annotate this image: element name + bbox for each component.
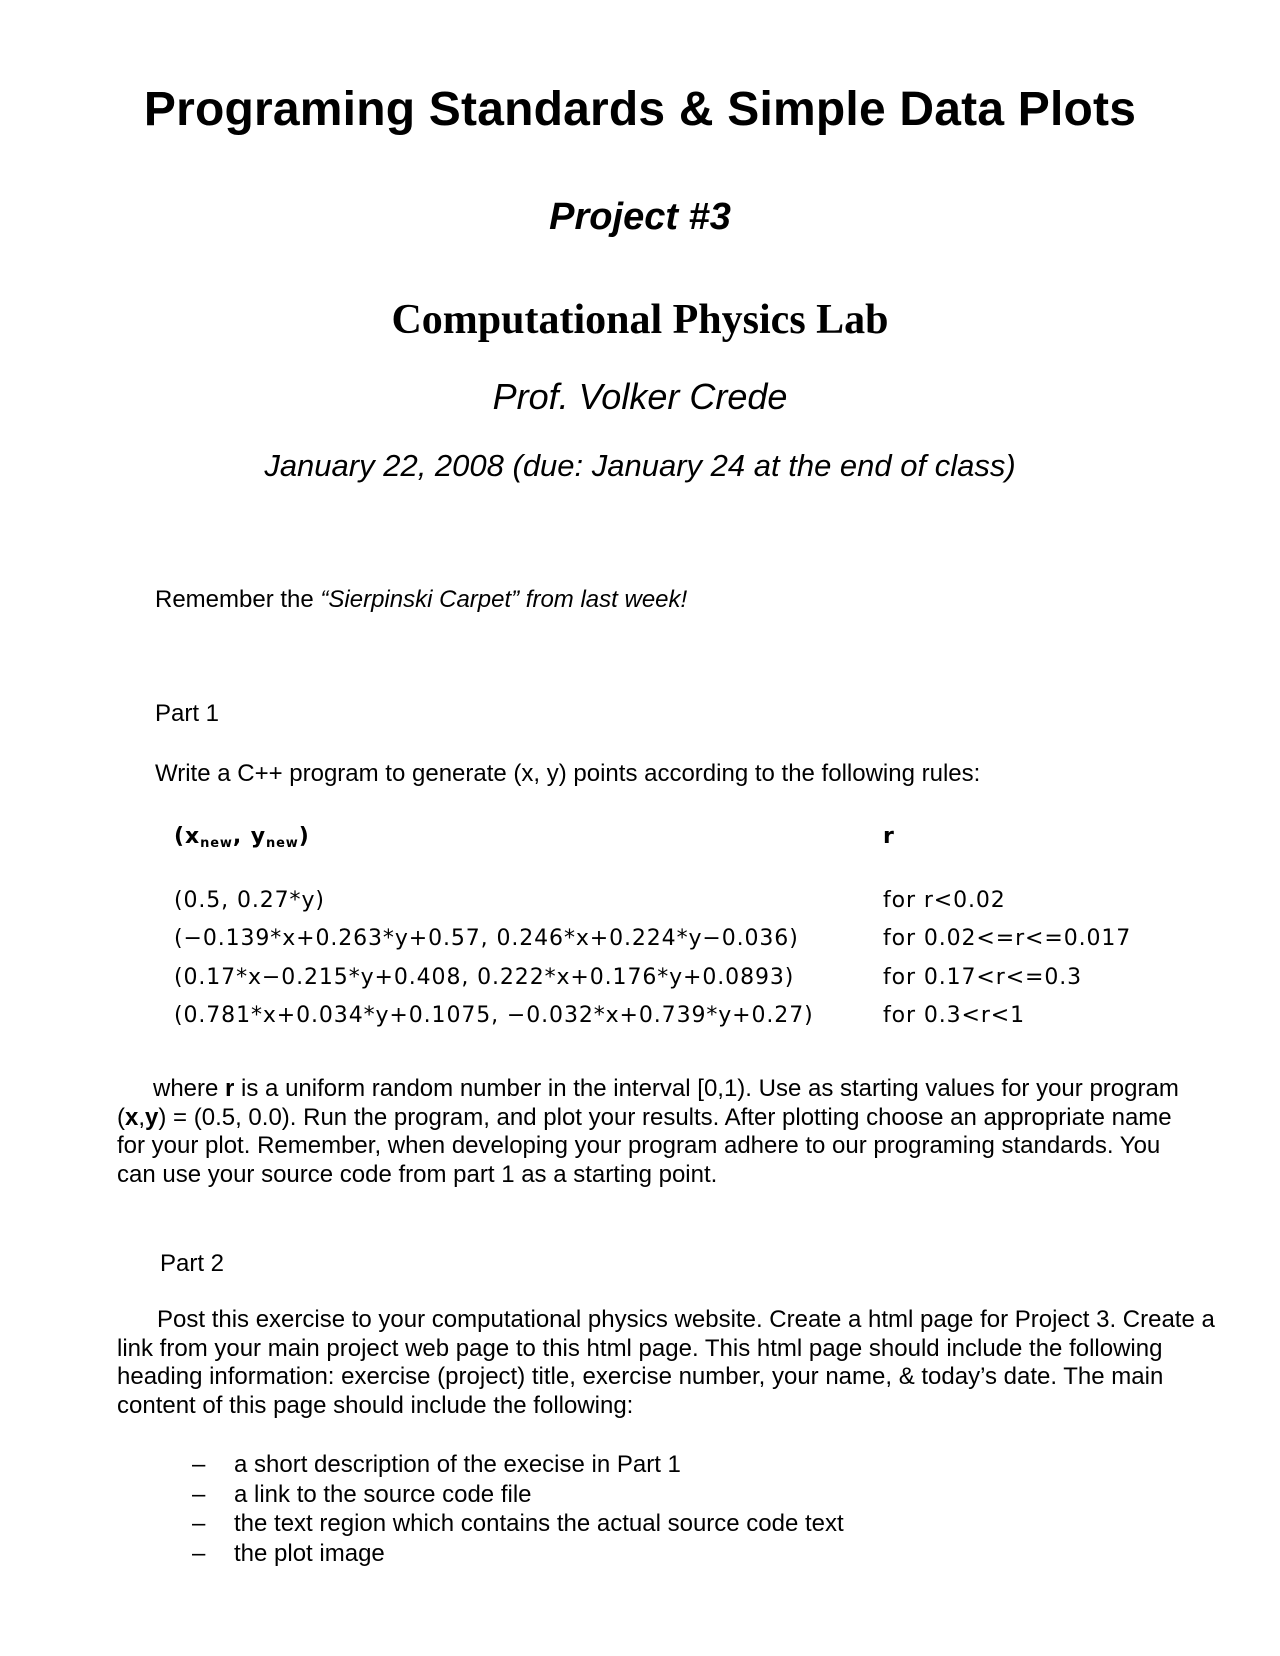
part2-text: Post this exercise to your computational physics website. Create a html page for Project 3. Create a link from your main project web page to this html page. This html page should include the following heading information: exercise (project) title, exercise number, your name, & today’s date. The main content of this page should include the following: — [117, 1306, 1215, 1419]
rule-formula: (−0.139*x+0.263*y+0.57, 0.246*x+0.224*y−0.036) — [174, 926, 799, 951]
part2-paragraph — [117, 1306, 1237, 1420]
bullet-marker: – — [192, 1480, 206, 1508]
para-r: r — [225, 1075, 235, 1102]
assignment-date: January 22, 2008 (due: January 24 at the end of class) — [264, 448, 1016, 483]
rules-header-coordinates: ($x_{new}$, $y_{new}$) — [174, 824, 310, 851]
para-text: ) = (0.5, 0.0). Run the program, and plot your results. After plotting choose an appropriate name for your plot. Remember, when developing your program adhere to our programing standards. You can use your source code from part 1 as a starting point. — [117, 1103, 1172, 1188]
rule-formula: (0.17*x−0.215*y+0.408, 0.222*x+0.176*y+0.0893) — [174, 965, 795, 990]
header-y: y — [250, 824, 266, 849]
rule-condition: for r<0.02 — [883, 888, 1006, 913]
page-title: Programing Standards & Simple Data Plots — [143, 83, 1137, 136]
rules-header-r: r — [883, 824, 895, 849]
rule-condition: for 0.02<=r<=0.017 — [883, 926, 1132, 951]
header-x: x — [184, 824, 201, 849]
intro-line — [155, 586, 687, 614]
list-item — [192, 1480, 844, 1510]
list-item — [192, 1450, 844, 1480]
header-y-sub: new — [265, 836, 299, 851]
part2-heading: Part 2 — [160, 1250, 225, 1277]
professor-name: Prof. Volker Crede — [492, 376, 788, 417]
header-x-sub: new — [200, 836, 233, 851]
bullet-marker: – — [192, 1510, 206, 1537]
para-text: is a uniform random number in the interval [0,1). Use as starting values for your program ( — [117, 1075, 1179, 1131]
para-x: x — [125, 1103, 139, 1131]
part1-heading: Part 1 — [155, 700, 220, 727]
requirements-list — [192, 1450, 844, 1568]
para-comma: , — [138, 1103, 146, 1131]
rule-condition: for 0.17<r<=0.3 — [883, 965, 1083, 990]
bullet-marker: – — [192, 1539, 206, 1567]
list-item-text: the text region which contains the actual source code text — [234, 1510, 844, 1537]
bullet-marker: – — [192, 1451, 206, 1478]
part1-intro: Write a C++ program to generate (x, y) points according to the following rules: — [155, 760, 981, 787]
list-item-text: a link to the source code file — [234, 1480, 532, 1508]
course-name: Computational Physics Lab — [391, 297, 889, 343]
intro-prefix: Remember the — [155, 586, 321, 613]
rule-condition: for 0.3<r<1 — [883, 1003, 1026, 1028]
list-item-text: a short description of the execise in Part 1 — [234, 1451, 681, 1478]
rule-formula: (0.5, 0.27*y) — [174, 888, 325, 913]
intro-italic: “Sierpinski Carpet” from last week! — [320, 586, 688, 613]
para-y: y — [145, 1103, 159, 1131]
rule-formula: (0.781*x+0.034*y+0.1075, −0.032*x+0.739*y+0.27) — [174, 1003, 814, 1028]
para-text: where — [153, 1075, 226, 1102]
list-item — [192, 1539, 844, 1569]
list-item — [192, 1509, 844, 1539]
list-item-text: the plot image — [234, 1539, 385, 1567]
project-number: Project #3 — [549, 196, 731, 238]
part1-paragraph — [117, 1075, 1197, 1189]
